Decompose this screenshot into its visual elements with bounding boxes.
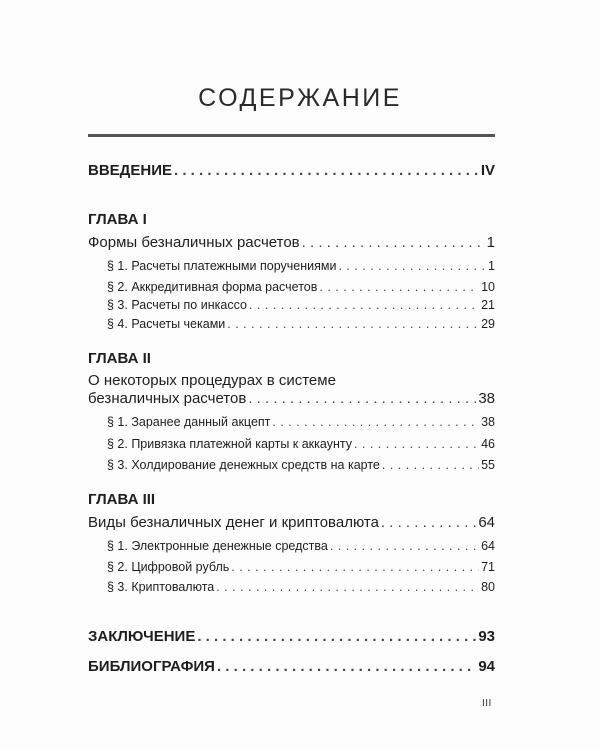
- leader-dots: [227, 318, 479, 331]
- leader-dots: [249, 299, 479, 312]
- leader-dots: [231, 561, 479, 574]
- toc-page-number: 1: [488, 259, 495, 273]
- toc-entry-section[interactable]: [107, 260, 495, 273]
- toc-entry-label: § 1. Расчеты платежными поручениями: [107, 259, 337, 273]
- toc-page-number: 64: [481, 539, 495, 553]
- toc-page-number: 94: [478, 658, 495, 675]
- toc-entry-label: § 3. Холдирование денежных средств на карте: [107, 458, 380, 472]
- page-folio: III: [482, 698, 492, 709]
- leader-dots: [382, 459, 479, 472]
- toc-page-number: 80: [481, 580, 495, 594]
- toc-entry-label: БИБЛИОГРАФИЯ: [88, 658, 215, 675]
- leader-dots: [217, 659, 476, 674]
- toc-page-number: 21: [481, 298, 495, 312]
- leader-dots: [381, 515, 476, 530]
- toc-entry-label: § 3. Криптовалюта: [107, 580, 215, 594]
- page-title: СОДЕРЖАНИЕ: [198, 84, 402, 112]
- toc-entry-label: § 1. Заранее данный акцепт: [107, 415, 271, 429]
- toc-entry-label: § 2. Привязка платежной карты к аккаунту: [107, 437, 352, 451]
- toc-page-number: 38: [478, 390, 495, 407]
- chapter-heading-1: ГЛАВА I: [88, 211, 147, 228]
- leader-dots: [248, 391, 476, 406]
- toc-entry-label: § 4. Расчеты чеками: [107, 317, 226, 331]
- toc-entry-label: безналичных расчетов: [88, 390, 247, 407]
- toc-page-number: 46: [481, 437, 495, 451]
- toc-entry-label: Формы безналичных расчетов: [88, 234, 300, 251]
- toc-entry-section[interactable]: [107, 561, 495, 574]
- toc-entry-label: § 2. Цифровой рубль: [107, 560, 230, 574]
- toc-entry-chapter-1[interactable]: [88, 235, 495, 250]
- toc-entry-introduction[interactable]: [88, 163, 495, 178]
- toc-entry-label: § 3. Расчеты по инкассо: [107, 298, 247, 312]
- toc-page-number: 71: [481, 560, 495, 574]
- toc-page-number: 1: [486, 234, 495, 251]
- toc-entry-section[interactable]: [107, 281, 495, 294]
- leader-dots: [216, 581, 479, 594]
- leader-dots: [319, 281, 479, 294]
- toc-entry-section[interactable]: [107, 459, 495, 472]
- toc-page-number: 93: [478, 628, 495, 645]
- chapter-heading-3: ГЛАВА III: [88, 491, 156, 508]
- toc-entry-bibliography[interactable]: [88, 659, 495, 674]
- leader-dots: [197, 629, 476, 644]
- leader-dots: [330, 540, 479, 553]
- leader-dots: [338, 260, 486, 273]
- toc-entry-chapter-2[interactable]: [88, 391, 495, 406]
- toc-entry-section[interactable]: [107, 416, 495, 429]
- toc-page-number: 10: [481, 280, 495, 294]
- leader-dots: [354, 438, 479, 451]
- toc-entry-label: § 2. Аккредитивная форма расчетов: [107, 280, 318, 294]
- chapter-title-line: О некоторых процедурах в системе: [88, 372, 336, 389]
- toc-entry-section[interactable]: [107, 540, 495, 553]
- toc-entry-chapter-3[interactable]: [88, 515, 495, 530]
- leader-dots: [272, 416, 479, 429]
- toc-entry-section[interactable]: [107, 438, 495, 451]
- toc-entry-section[interactable]: [107, 581, 495, 594]
- leader-dots: [174, 163, 479, 178]
- toc-page-number: 38: [481, 415, 495, 429]
- toc-entry-label: § 1. Электронные денежные средства: [107, 539, 328, 553]
- toc-entry-label: Виды безналичных денег и криптовалюта: [88, 514, 379, 531]
- title-rule: [88, 134, 495, 137]
- toc-entry-label: ЗАКЛЮЧЕНИЕ: [88, 628, 196, 645]
- toc-entry-conclusion[interactable]: [88, 629, 495, 644]
- toc-page-number: IV: [480, 162, 495, 179]
- toc-entry-label: ВВЕДЕНИЕ: [88, 162, 172, 179]
- toc-page-number: 64: [478, 514, 495, 531]
- toc-entry-section[interactable]: [107, 299, 495, 312]
- toc-entry-section[interactable]: [107, 318, 495, 331]
- leader-dots: [302, 235, 485, 250]
- toc-page-number: 55: [481, 458, 495, 472]
- toc-page-number: 29: [481, 317, 495, 331]
- chapter-heading-2: ГЛАВА II: [88, 350, 151, 367]
